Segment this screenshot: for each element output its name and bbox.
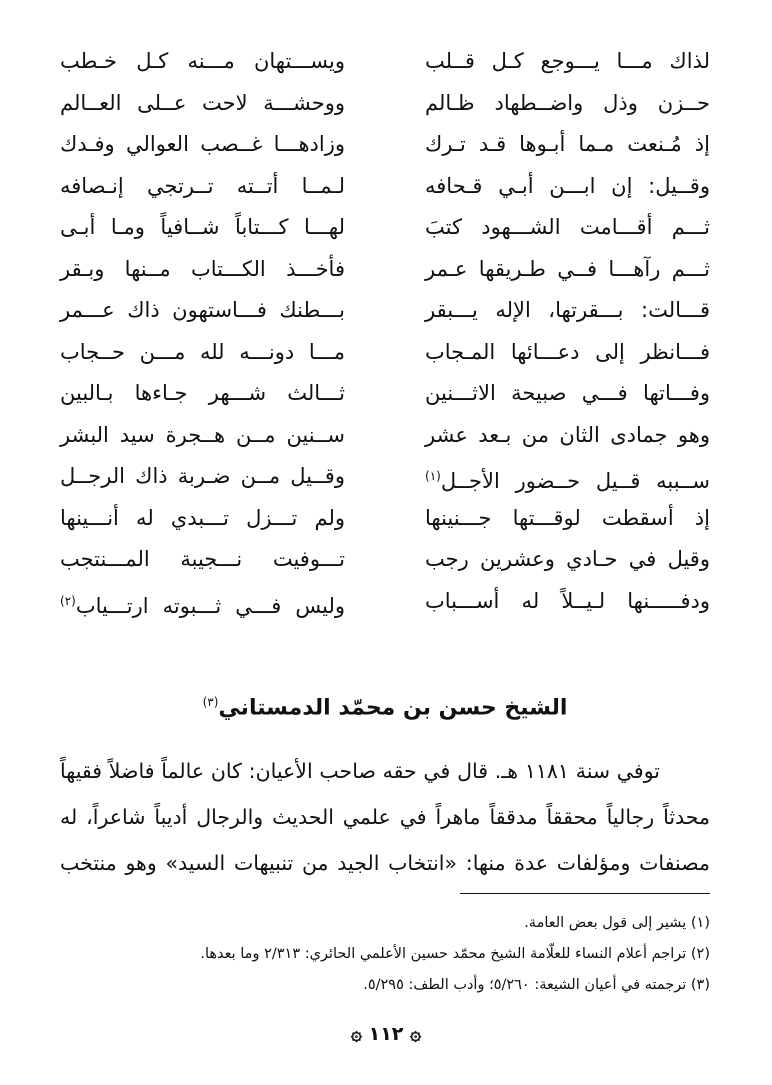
poem	[60, 40, 710, 640]
hemistich-text: ويســـتهان مـــنه كـل خـطب	[60, 49, 345, 73]
verse-second-hemistich	[60, 414, 345, 456]
verse-first-hemistich	[425, 580, 710, 622]
verse-first-hemistich	[425, 82, 710, 124]
verse-14	[60, 580, 710, 622]
verse-4	[60, 165, 710, 207]
hemistich-text: وليس فـــي ثـــبوته ارتـــياب	[75, 593, 345, 618]
hemistich-text: لذاك مـــا يـــوجع كـل قــلب	[425, 49, 710, 73]
verse-5	[60, 206, 710, 248]
hemistich-text: ســببه قــيل حــضور الأجــل	[440, 469, 710, 493]
hemistich-text: وزادهـــا غــصب العوالي وفـدك	[60, 132, 345, 156]
verse-second-hemistich	[60, 538, 345, 580]
footnote-1: (١) يشير إلى قول بعض العامة.	[524, 915, 710, 931]
footnote-ref: (٢)	[60, 593, 76, 608]
hemistich-text: مـــا دونـــه لله مـــن حــجاب	[60, 339, 345, 364]
hemistich-text: فـــانظر إلى دعـــائها المـجاب	[425, 339, 710, 364]
hemistich-text: ثـــم رآهـــا فــي طـريقها عـمر	[425, 256, 710, 281]
verse-second-hemistich	[60, 497, 345, 539]
verse-10	[60, 414, 710, 456]
biography-paragraph	[60, 748, 710, 886]
footnote-ref: (١)	[425, 469, 441, 483]
verse-second-hemistich	[60, 331, 345, 373]
hemistich-text: ووحشـــة لاحت عــلى العــالم	[60, 90, 345, 115]
paragraph-line-1: توفي سنة ١١٨١ هـ. قال في حقه صاحب الأعيان: كان عالماً فاضلاً فقيهاً	[60, 759, 660, 783]
hemistich-text: حــزن وذل واضــطهاد ظـالم	[425, 90, 710, 115]
page-number: ۞ ١١٢ ۞	[350, 1023, 422, 1045]
hemistich-text: ثـــم أقـــامت الشـــهود كتبَ	[425, 215, 710, 239]
verse-6	[60, 248, 710, 290]
verse-second-hemistich	[60, 289, 345, 331]
hemistich-text: ولم تـــزل تـــبدي له أنـــينها	[60, 505, 345, 530]
hemistich-text: ســنين مــن هــجرة سيد البشر	[60, 422, 345, 447]
verse-second-hemistich	[60, 206, 345, 248]
verse-first-hemistich	[425, 40, 710, 82]
verse-first-hemistich	[425, 538, 710, 580]
verse-12	[60, 497, 710, 539]
verse-7	[60, 289, 710, 331]
hemistich-text: إذ مُـنعت مـما أبـوها قـد تـرك	[425, 132, 710, 156]
verse-11	[60, 455, 710, 497]
hemistich-text: وقــيل: إن ابـــن أبـي قـحافه	[425, 173, 710, 198]
verse-13	[60, 538, 710, 580]
hemistich-text: إذ أسقطت لوقـــتها جـــنينها	[425, 505, 710, 530]
verse-first-hemistich	[425, 414, 710, 456]
verse-first-hemistich	[425, 289, 710, 331]
verse-1	[60, 40, 710, 82]
verse-9	[60, 372, 710, 414]
footnotes	[90, 908, 710, 1001]
verse-first-hemistich	[425, 372, 710, 414]
verse-3	[60, 123, 710, 165]
hemistich-text: وفـــاتها فـــي صبيحة الاثـــنين	[425, 381, 710, 405]
hemistich-text: فأخـــذ الكـــتاب مــنها وبـقر	[60, 256, 345, 281]
footnote-2: (٢) تراجم أعلام النساء للعلّامة الشيخ محمّد حسين الأعلمي الحائري: ٢/٣١٣ وما بعدها.	[200, 946, 710, 962]
section-title-text: الشيخ حسن بن محمّد الدمستاني	[218, 695, 568, 721]
paragraph-line-3: مصنفات ومؤلفات عدة منها: «انتخاب الجيد من تنبيهات السيد» وهو منتخب	[60, 851, 710, 875]
verse-first-hemistich	[425, 206, 710, 248]
verse-second-hemistich	[60, 455, 345, 497]
hemistich-text: لهـــا كـــتاباً شــافياً ومـا أبـى	[60, 215, 345, 239]
hemistich-text: وقيل في حـادي وعشرين رجب	[425, 547, 710, 571]
footnote-separator	[460, 893, 710, 894]
verse-second-hemistich	[60, 165, 345, 207]
hemistich-text: ودفـــــنها لـيــلاً له أســـباب	[425, 588, 710, 613]
verse-second-hemistich	[60, 40, 345, 82]
section-title	[60, 695, 710, 720]
verse-2	[60, 82, 710, 124]
hemistich-text: ثـــالث شـــهر جـاءها بـالبين	[60, 381, 345, 405]
verse-first-hemistich	[425, 455, 710, 502]
section-title-footnote-ref: (٣)	[202, 695, 219, 709]
hemistich-text: وهو جمادى الثان من بـعد عشر	[425, 422, 710, 447]
verse-second-hemistich	[60, 248, 345, 290]
verse-second-hemistich	[60, 82, 345, 124]
verse-first-hemistich	[425, 165, 710, 207]
verse-first-hemistich	[425, 331, 710, 373]
hemistich-text: لـمــا أتــته تــرتجي إنـصافه	[60, 173, 345, 198]
hemistich-text: بـــطنك فـــاستهون ذاك عـــمر	[60, 298, 345, 322]
hemistich-text: وقــيل مــن ضـربة ذاك الرجــل	[60, 464, 345, 488]
footnote-3: (٣) ترجمته في أعيان الشيعة: ٥/٢٦٠؛ وأدب الطف: ٥/٢٩٥.	[363, 977, 710, 993]
verse-second-hemistich	[60, 372, 345, 414]
verse-first-hemistich	[425, 123, 710, 165]
paragraph-line-2: محدثاً رجالياً محققاً مدققاً ماهراً في علمي الحديث والرجال أديباً شاعراً، له	[60, 805, 710, 829]
hemistich-text: تـــوفيت نـــجيبة المـــنتجب	[60, 547, 345, 571]
verse-first-hemistich	[425, 497, 710, 539]
verse-second-hemistich	[60, 123, 345, 165]
verse-first-hemistich	[425, 248, 710, 290]
hemistich-text: قـــالت: بـــقرتها، الإله يـــبقر	[425, 298, 710, 322]
verse-second-hemistich	[60, 580, 345, 627]
verse-8	[60, 331, 710, 373]
